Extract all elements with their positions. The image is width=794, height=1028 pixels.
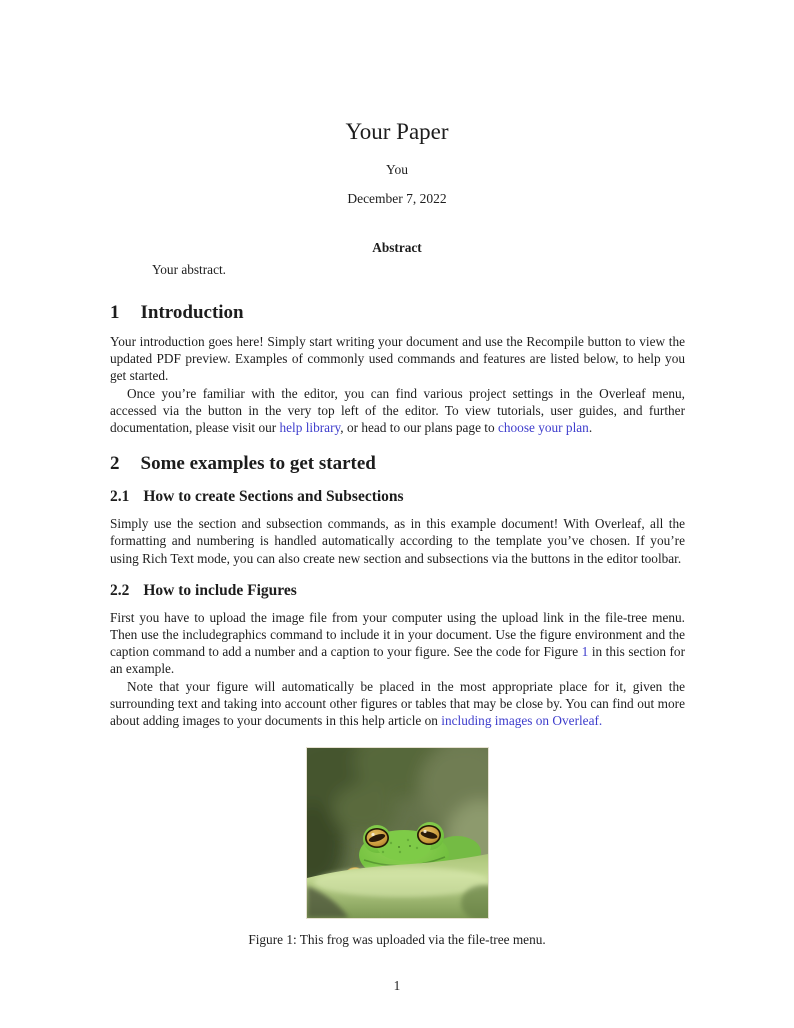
subsection-title: How to include Figures (143, 581, 297, 599)
text-run: Simply use the section and subsection commands, as in this example document! With Overleaf, all the formatting and numbering is handled automatically according to the template you’ve chosen. If you’re using Rich Text mode, you can also create new section and subsections via the buttons in the editor toolbar. (110, 516, 685, 566)
text-run: First you have to upload the image file from your computer using the upload link in the file-tree menu. Then use the includegraphics command to include it in your document. Use the figure environment and the caption command to add a number and a caption to your figure. See the code for Figure (110, 609, 685, 660)
figure-caption: Figure 1: This frog was uploaded via the file-tree menu. (248, 932, 546, 948)
paper-date: December 7, 2022 (347, 191, 447, 206)
page-number: 1 (393, 978, 401, 993)
text-run: . (588, 420, 593, 436)
figure-1 (0, 747, 794, 923)
section-title: Some examples to get started (140, 453, 376, 475)
subsection-number: 2.1 (110, 488, 130, 506)
paragraph-intro-1 (110, 333, 685, 385)
frog-photo-graphic (307, 748, 488, 918)
including-images-link[interactable]: including images on Overleaf. (441, 713, 603, 729)
text-run: , or head to our plans page to (340, 420, 498, 436)
frog-photo (306, 747, 489, 919)
subsection-number: 2.2 (110, 581, 130, 599)
section-title: Introduction (140, 302, 244, 323)
subsection-title: How to create Sections and Subsections (143, 488, 404, 506)
paper-title: Your Paper (345, 119, 449, 144)
section-heading-examples (110, 453, 685, 475)
choose-your-plan-link[interactable]: choose your plan (497, 420, 589, 436)
paragraph-figures-1 (110, 609, 685, 678)
subsection-heading-sections (110, 488, 685, 506)
section-number: 2 (110, 453, 120, 475)
text-run: Once you’re familiar with the editor, you can find various project settings in the Overleaf menu, accessed via the button in the very top left of the editor. To view tutorials, user guides, and further documentation, please visit our (110, 385, 685, 436)
paragraph-sections-1 (110, 515, 685, 567)
figure-1-ref-link[interactable]: 1 (581, 644, 589, 660)
subsection-heading-figures (110, 582, 685, 600)
paragraph-figures-2 (110, 678, 685, 730)
text-run: Your introduction goes here! Simply start writing your document and use the Recompile button to view the updated PDF preview. Examples of commonly used commands and features are listed below, to help you get started. (110, 334, 685, 384)
paper-author: You (386, 162, 408, 177)
text-run: in this section for an example. (110, 644, 685, 677)
paragraph-intro-2 (110, 385, 685, 437)
abstract-heading: Abstract (372, 240, 422, 255)
abstract-body: Your abstract. (152, 262, 226, 277)
help-library-link[interactable]: help library (279, 420, 341, 436)
section-heading-introduction (110, 302, 685, 324)
text-run: Note that your figure will automatically be placed in the most appropriate place for it, given the surrounding text and taking into account other figures or tables that may be close by. You can find out more about adding images to your documents in this help article on (110, 678, 685, 729)
section-number: 1 (110, 302, 120, 323)
